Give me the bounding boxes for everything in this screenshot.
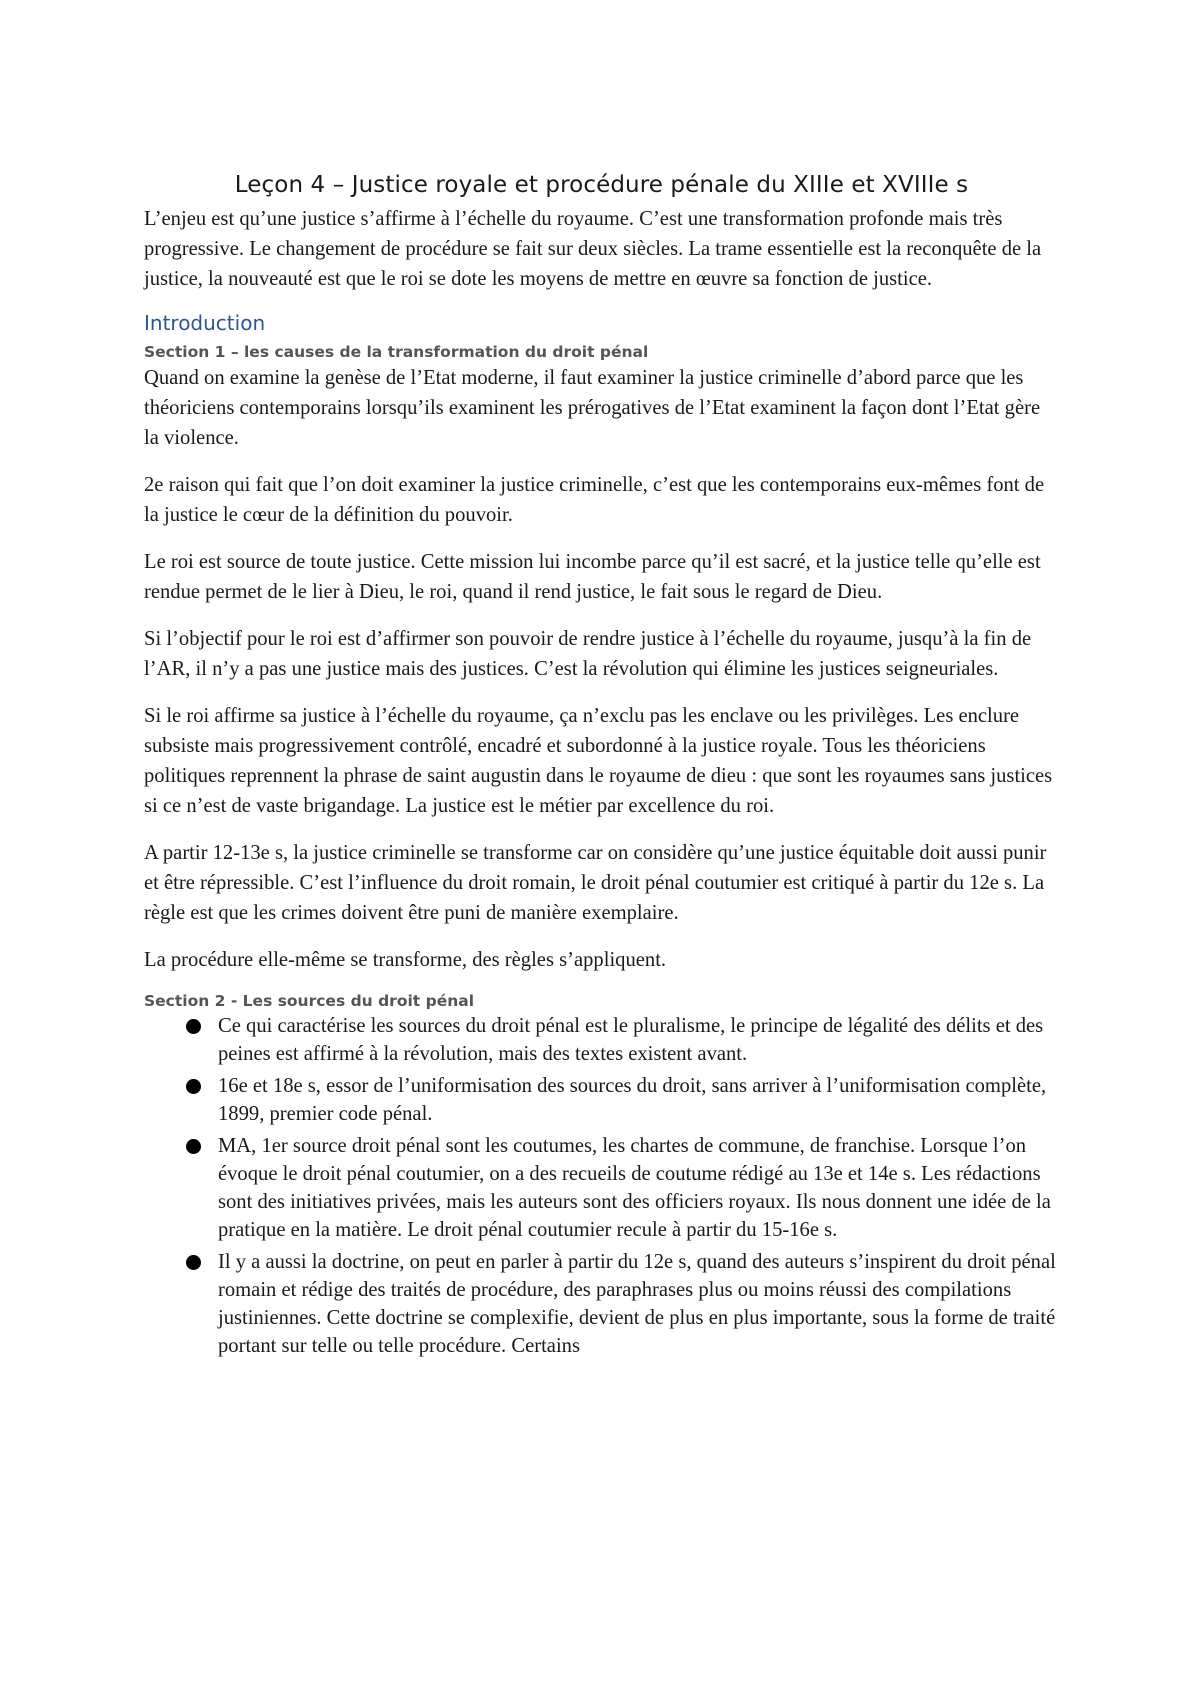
introduction-heading: Introduction: [144, 311, 266, 335]
bullet-icon: [186, 1019, 201, 1034]
list-item-text: Ce qui caractérise les sources du droit pénal est le pluralisme, le principe de légalité des délits et des peines est affirmé à la révolution, mais des textes existent avant.: [218, 1015, 1044, 1065]
section-1-paragraph: Quand on examine la genèse de l’Etat moderne, il faut examiner la justice criminelle d’abord parce que les théoriciens contemporains lorsqu’ils examinent les prérogatives de l’Etat examinent la façon dont l’Etat gère la violence.: [144, 367, 1041, 449]
list-item-text: MA, 1er source droit pénal sont les coutumes, les chartes de commune, de franchise. Lorsque l’on évoque le droit pénal coutumier, on a des recueils de coutume rédigé au 13e et 14e s. Les rédactions sont des initiatives privées, mais les auteurs sont des officiers royaux. Ils nous donnent une idée de la pratique en la matière. Le droit pénal coutumier recule à partir du 15-16e s.: [218, 1135, 1051, 1241]
section-2-bullet-list: [144, 1012, 1059, 1360]
list-item-text: 16e et 18e s, essor de l’uniformisation des sources du droit, sans arriver à l’uniformisation complète, 1899, premier code pénal.: [218, 1075, 1047, 1125]
document-title: Leçon 4 – Justice royale et procédure pénale du XIIIe et XVIIIe s: [234, 172, 969, 198]
intro-paragraph: L’enjeu est qu’une justice s’affirme à l’échelle du royaume. C’est une transformation profonde mais très progressive. Le changement de procédure se fait sur deux siècles. La trame essentielle est la reconquête de la justice, la nouveauté est que le roi se dote les moyens de mettre en œuvre sa fonction de justice.: [144, 208, 1042, 290]
section-1-paragraph: 2e raison qui fait que l’on doit examiner la justice criminelle, c’est que les contemporains eux-mêmes font de la justice le cœur de la définition du pouvoir.: [144, 474, 1045, 526]
section-1-paragraph: Si l’objectif pour le roi est d’affirmer son pouvoir de rendre justice à l’échelle du royaume, jusqu’à la fin de l’AR, il n’y a pas une justice mais des justices. C’est la révolution qui élimine les justices seigneuriales.: [144, 628, 1032, 680]
section-1-paragraph: A partir 12-13e s, la justice criminelle se transforme car on considère qu’une justice équitable doit aussi punir et être répressible. C’est l’influence du droit romain, le droit pénal coutumier est critiqué à partir du 12e s. La règle est que les crimes doivent être puni de manière exemplaire.: [144, 842, 1047, 924]
list-item: [144, 1072, 1059, 1128]
list-item: [144, 1012, 1059, 1068]
document-content: [144, 172, 1059, 1364]
section-1-paragraph: Le roi est source de toute justice. Cette mission lui incombe parce qu’il est sacré, et la justice telle qu’elle est rendue permet de le lier à Dieu, le roi, quand il rend justice, le fait sous le regard de Dieu.: [144, 551, 1041, 603]
list-item: [144, 1132, 1059, 1244]
list-item-text: Il y a aussi la doctrine, on peut en parler à partir du 12e s, quand des auteurs s’inspirent du droit pénal romain et rédige des traités de procédure, des paraphrases plus ou moins réussi des compilations justiniennes. Cette doctrine se complexifie, devient de plus en plus importante, sous la forme de traité portant sur telle ou telle procédure. Certains: [218, 1251, 1056, 1357]
section-1-paragraph: La procédure elle-même se transforme, des règles s’appliquent.: [144, 949, 667, 971]
bullet-icon: [186, 1079, 201, 1094]
bullet-icon: [186, 1139, 201, 1154]
bullet-icon: [186, 1255, 201, 1270]
section-1-heading: Section 1 – les causes de la transformation du droit pénal: [144, 343, 649, 361]
section-2-heading: Section 2 - Les sources du droit pénal: [144, 992, 475, 1010]
list-item: [144, 1248, 1059, 1360]
section-1-paragraph: Si le roi affirme sa justice à l’échelle du royaume, ça n’exclu pas les enclave ou les privilèges. Les enclure subsiste mais progressivement contrôlé, encadré et subordonné à la justice royale. Tous les théoriciens politiques reprennent la phrase de saint augustin dans le royaume de dieu : que sont les royaumes sans justices si ce n’est de vaste brigandage. La justice est le métier par excellence du roi.: [144, 705, 1053, 817]
